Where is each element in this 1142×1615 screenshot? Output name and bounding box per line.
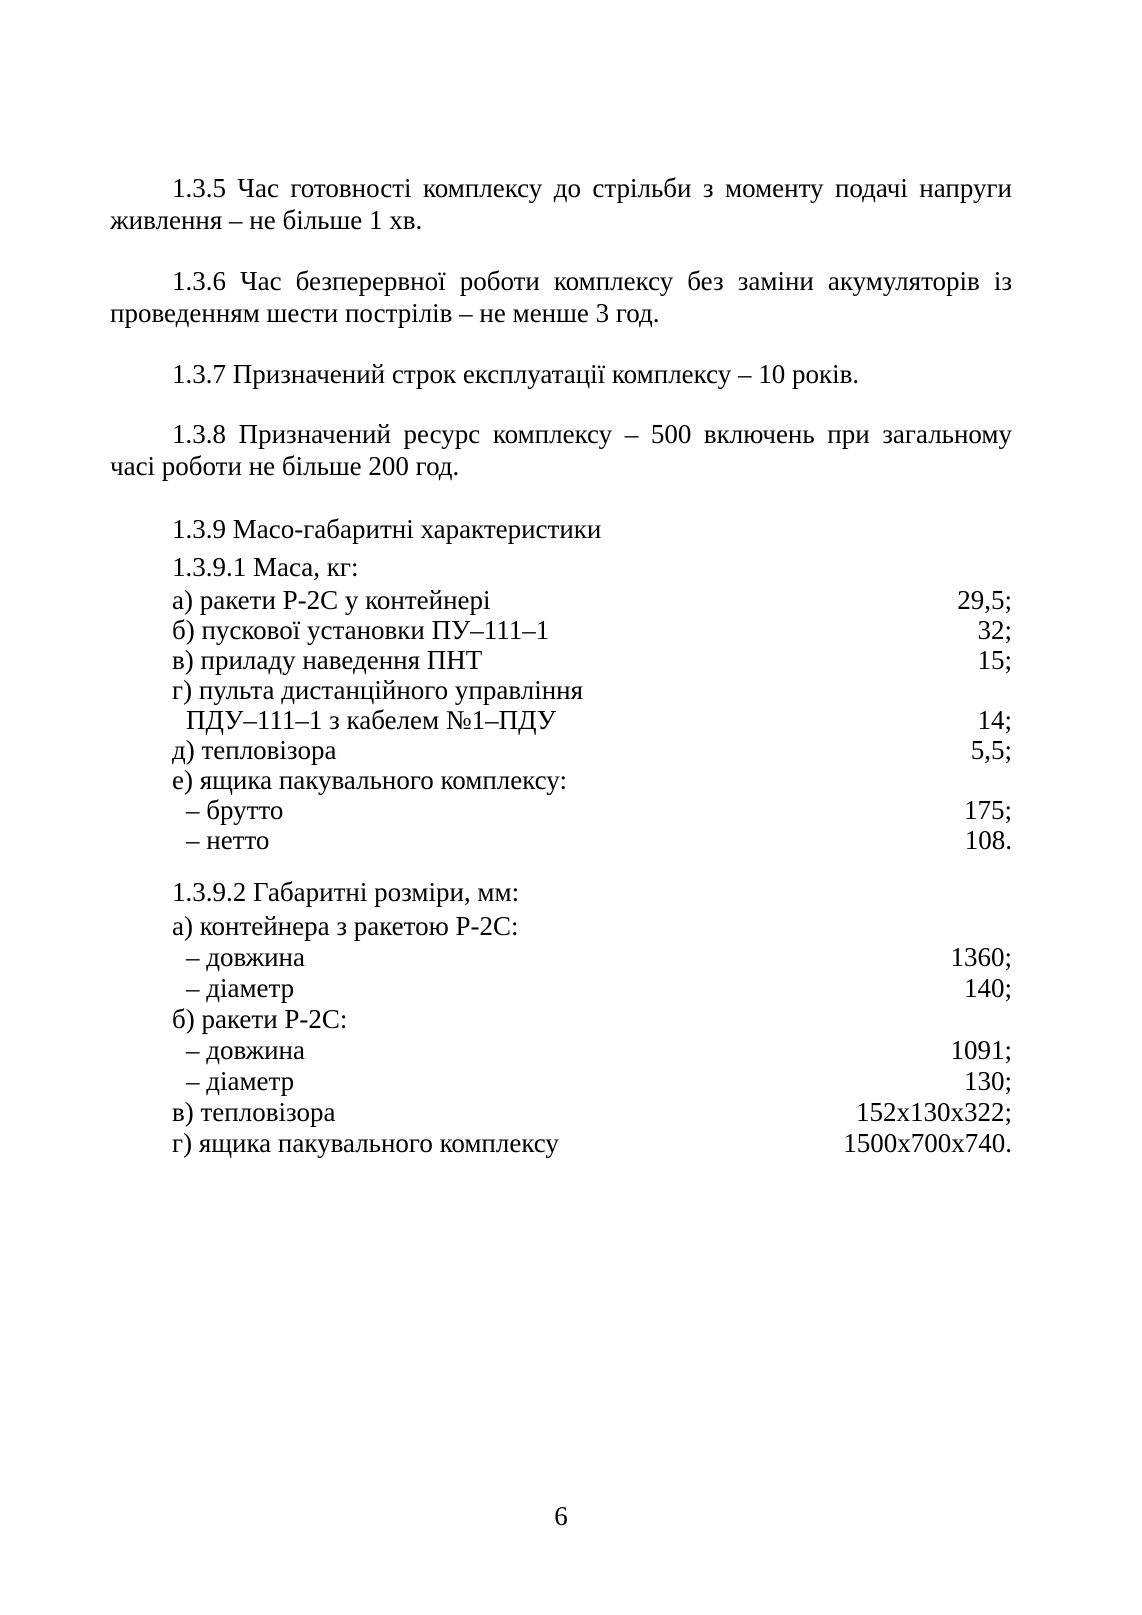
spec-label: – діаметр: [186, 973, 295, 1003]
spec-value: 152х130х322;: [855, 1097, 1012, 1127]
spec-label: г) ящика пакувального комплексу: [172, 1128, 559, 1158]
spec-value: 5,5;: [970, 735, 1012, 765]
page-number: 6: [554, 1501, 568, 1531]
spec-value: 175;: [963, 795, 1012, 825]
spec-row: [186, 705, 1012, 735]
spec-label: ПДУ–111–1 з кабелем №1–ПДУ: [186, 705, 556, 735]
mass-spec-list: [110, 585, 1012, 855]
spec-label: е) ящика пакувального комплексу:: [172, 765, 567, 795]
spec-row: [172, 615, 1012, 645]
spec-value: 108.: [964, 825, 1012, 855]
spec-row: [186, 795, 1012, 825]
spec-value: 1360;: [950, 942, 1012, 972]
spec-row: [186, 973, 1012, 1004]
spec-label: а) контейнера з ракетою Р-2С:: [172, 911, 519, 941]
subsection-heading-1-3-9-1: 1.3.9.1 Маса, кг:: [172, 552, 359, 582]
spec-label: – довжина: [186, 1035, 305, 1065]
spec-row: [172, 1097, 1012, 1128]
page-content: [110, 172, 1012, 1159]
spec-label: в) приладу наведення ПНТ: [172, 645, 483, 675]
paragraph-1-3-5: 1.3.5 Час готовності комплексу до стрільби з моменту подачі напруги живлення – не більше 1 хв.: [110, 173, 1012, 235]
spec-row: [186, 942, 1012, 973]
spec-row: [172, 585, 1012, 615]
spec-value: 29,5;: [957, 585, 1012, 615]
spec-label: б) ракети Р-2С:: [172, 1004, 348, 1034]
spec-value: 140;: [963, 973, 1012, 1003]
spec-value: 1091;: [950, 1035, 1012, 1065]
spec-row: [186, 1066, 1012, 1097]
spec-row: [186, 1035, 1012, 1066]
spec-label: д) тепловізора: [172, 735, 337, 765]
paragraph-1-3-8: 1.3.8 Призначений ресурс комплексу – 500 включень при загальному часі роботи не більше 200 год.: [110, 419, 1012, 481]
spec-label: б) пускової установки ПУ–111–1: [172, 615, 550, 645]
spec-value: 1500х700х740.: [843, 1128, 1012, 1158]
section-heading-1-3-9: 1.3.9 Масо-габаритні характеристики: [172, 514, 602, 544]
spec-label: – брутто: [186, 795, 284, 825]
spec-label: а) ракети Р-2С у контейнері: [172, 585, 491, 615]
paragraph-1-3-6: 1.3.6 Час безперервної роботи комплексу без заміни акумуляторів із проведенням шести пострілів – не менше 3 год.: [110, 266, 1012, 328]
spec-value: 130;: [963, 1066, 1012, 1096]
spec-label: – нетто: [186, 825, 270, 855]
dimensions-spec-list: [110, 911, 1012, 1159]
spec-label: – довжина: [186, 942, 305, 972]
spec-row: [186, 825, 1012, 855]
spec-row: [172, 675, 1012, 705]
spec-row: [172, 645, 1012, 675]
spec-row: [172, 1004, 1012, 1035]
subsection-heading-1-3-9-2: 1.3.9.2 Габаритні розміри, мм:: [172, 877, 520, 907]
spec-value: 15;: [977, 645, 1012, 675]
spec-label: г) пульта дистанційного управління: [172, 675, 584, 705]
spec-row: [172, 735, 1012, 765]
paragraph-1-3-7: 1.3.7 Призначений строк експлуатації комплексу – 10 років.: [172, 359, 860, 389]
spec-value: 14;: [977, 705, 1012, 735]
spec-value: 32;: [977, 615, 1012, 645]
spec-row: [172, 1128, 1012, 1159]
spec-row: [172, 765, 1012, 795]
spec-row: [172, 911, 1012, 942]
spec-label: в) тепловізора: [172, 1097, 336, 1127]
spec-label: – діаметр: [186, 1066, 295, 1096]
